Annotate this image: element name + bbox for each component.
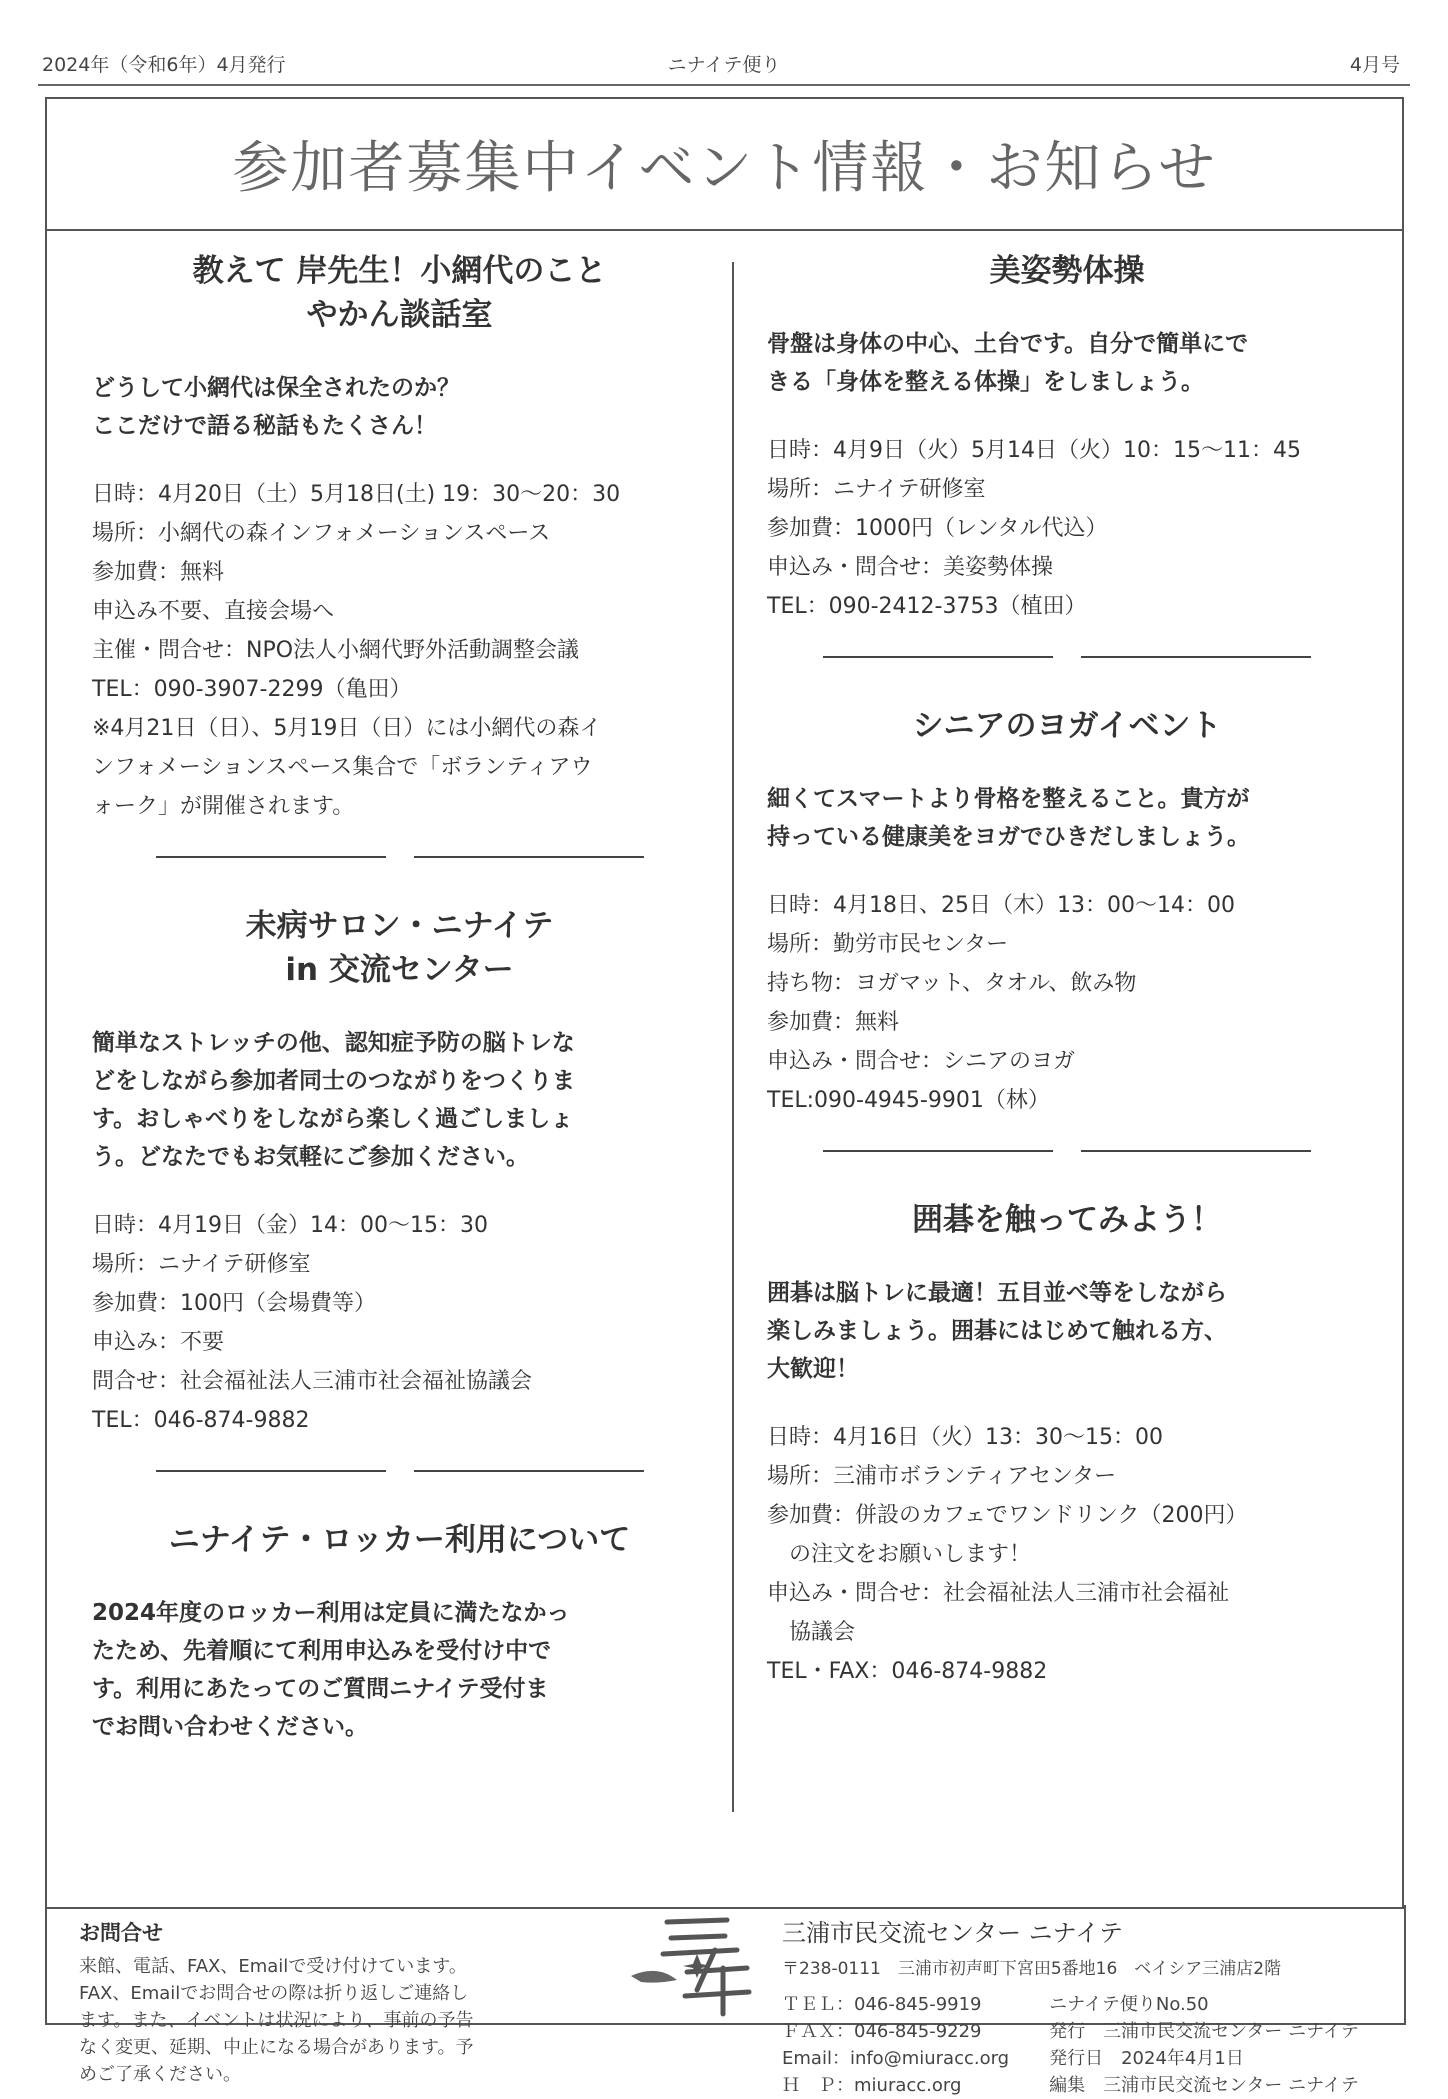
detail-line: 主催・問合せ：NPO法人小網代野外活動調整会議 (92, 638, 580, 663)
issue-item: ニナイテ便りNo.50 (1049, 1994, 1209, 2015)
event-details (92, 475, 707, 826)
separator-line (156, 1470, 386, 1472)
section-separator (92, 1470, 707, 1472)
newsletter-name: ニナイテ便り (667, 54, 781, 76)
event-title-line: シニアのヨガイベント (912, 708, 1222, 744)
intro-line: 持っている健康美をヨガでひきだしましょう。 (767, 824, 1250, 850)
detail-line: 参加費：1000円（レンタル代込） (767, 516, 1108, 541)
detail-line: 申込み・問合せ：社会福祉法人三浦市社会福祉 (767, 1581, 1230, 1606)
event-title (92, 249, 707, 337)
intro-line: 細くてスマートより骨格を整えること。貴方が (767, 786, 1250, 812)
event-intro (767, 1274, 1367, 1388)
issue-item: 発行 三浦市民交流センター ニナイテ (1049, 2021, 1359, 2042)
contact-line: めご了承ください。 (79, 2064, 241, 2085)
detail-line: 日時：4月16日（火）13：30〜15：00 (767, 1425, 1163, 1450)
event-title-line: ニナイテ・ロッカー利用について (168, 1522, 631, 1558)
detail-line: TEL・FAX：046-874-9882 (767, 1659, 1048, 1684)
event-details (767, 431, 1367, 626)
detail-line: 場所：小網代の森インフォメーションスペース (92, 521, 551, 546)
intro-line: 2024年度のロッカー利用は定員に満たなかっ (92, 1600, 570, 1626)
detail-line: の注文をお願いします！ (767, 1542, 1032, 1567)
section-separator (767, 656, 1367, 658)
intro-line: 簡単なストレッチの他、認知症予防の脳トレな (92, 1030, 575, 1056)
detail-line: 持ち物：ヨガマット、タオル、飲み物 (767, 971, 1137, 996)
detail-line: 申込み：不要 (92, 1330, 225, 1355)
separator-line (823, 1150, 1053, 1152)
event-title (767, 704, 1367, 748)
detail-line: 日時：4月20日（土）5月18日(土) 19：30〜20：30 (92, 482, 621, 507)
event-section (767, 704, 1367, 1120)
event-title-line: 囲碁を触ってみよう！ (912, 1202, 1222, 1238)
detail-line: 場所：ニナイテ研修室 (92, 1252, 311, 1277)
contact-item: ＦＡＸ：046-845-9229 (782, 2021, 982, 2042)
intro-line: う。どなたでもお気軽にご参加ください。 (92, 1144, 529, 1170)
intro-line: きる「身体を整える体操」をしましょう。 (767, 369, 1204, 395)
publisher-info (782, 1913, 1382, 2099)
detail-line: TEL:090-4945-9901（林） (767, 1088, 1050, 1113)
event-title (92, 904, 707, 992)
separator-line (1081, 1150, 1311, 1152)
intro-line: 大歓迎！ (767, 1356, 859, 1382)
event-title (767, 249, 1367, 293)
separator-line (414, 856, 644, 858)
right-column (767, 249, 1367, 1691)
detail-line: TEL：090-2412-3753（植田） (767, 594, 1087, 619)
issue-month: 4月号 (1349, 54, 1400, 76)
event-section (767, 249, 1367, 626)
intro-line: 骨盤は身体の中心、土台です。自分で簡単にで (767, 331, 1249, 357)
detail-line: 参加費：無料 (92, 560, 225, 585)
events-frame (45, 97, 1404, 1909)
section-separator (92, 856, 707, 858)
event-title-line: やかん談話室 (306, 297, 493, 333)
event-section (92, 904, 707, 1440)
detail-line: 申込み・問合せ：美姿勢体操 (767, 555, 1054, 580)
contact-item: Ｈ Ｐ：miuracc.org (782, 2075, 962, 2096)
detail-line: 参加費：100円（会場費等） (92, 1291, 376, 1316)
intro-line: どをしながら参加者同士のつながりをつくりま (92, 1068, 575, 1094)
footer (45, 1905, 1406, 2096)
detail-line: 協議会 (767, 1620, 856, 1645)
detail-line: 参加費：無料 (767, 1010, 900, 1035)
detail-line: TEL：090-3907-2299（亀田） (92, 677, 412, 702)
separator-line (823, 656, 1053, 658)
detail-line: 参加費：併設のカフェでワンドリンク（200円） (767, 1503, 1248, 1528)
page-title: 参加者募集中イベント情報・お知らせ (232, 136, 1217, 201)
detail-line: ンフォメーションスペース集合で「ボランティアウ (92, 755, 593, 780)
intro-line: でお問い合わせください。 (92, 1714, 368, 1740)
event-details (767, 1418, 1367, 1691)
org-name: 三浦市民交流センター ニナイテ (782, 1919, 1123, 1947)
detail-line: 問合せ：社会福祉法人三浦市社会福祉協議会 (92, 1369, 533, 1394)
event-details (92, 1206, 707, 1440)
detail-line: ォーク」が開催されます。 (92, 794, 355, 819)
detail-line: TEL：046-874-9882 (92, 1408, 310, 1433)
issue-item: 発行日 2024年4月1日 (1049, 2048, 1244, 2069)
separator-line (414, 1470, 644, 1472)
contact-line: 来館、電話、FAX、Emailで受け付けています。 (79, 1956, 467, 1977)
event-title-line: 教えて 岸先生！小網代のこと (192, 253, 607, 289)
contact-line: なく変更、延期、中止になる場合があります。予 (79, 2037, 474, 2058)
separator-line (1081, 656, 1311, 658)
detail-line: 申込み不要、直接会場へ (92, 599, 335, 624)
event-intro (767, 780, 1367, 856)
event-intro (92, 1594, 707, 1746)
issue-date: 2024年（令和6年）4月発行 (42, 54, 286, 76)
event-section (92, 249, 707, 826)
detail-line: 申込み・問合せ：シニアのヨガ (767, 1049, 1076, 1074)
intro-line: どうして小網代は保全されたのか？ (92, 375, 460, 401)
intro-line: す。利用にあたってのご質問ニナイテ受付ま (92, 1676, 549, 1702)
section-separator (767, 1150, 1367, 1152)
issue-item: 編集 三浦市民交流センター ニナイテ (1049, 2075, 1359, 2096)
event-title (92, 1518, 707, 1562)
contact-item: ＴＥＬ：046-845-9919 (782, 1994, 982, 2015)
contact-body (79, 1953, 599, 2088)
contact-line: ます。また、イベントは状況により、事前の予告 (79, 2010, 474, 2031)
separator-line (156, 856, 386, 858)
intro-line: 囲碁は脳トレに最適！五目並べ等をしながら (767, 1280, 1227, 1306)
event-details (767, 886, 1367, 1120)
contact-heading: お問合せ (79, 1921, 163, 1945)
contact-info (79, 1917, 599, 2088)
contact-list (782, 1991, 1009, 2099)
event-intro (92, 369, 707, 445)
detail-line: 場所：三浦市ボランティアセンター (767, 1464, 1117, 1489)
contact-item: Email：info@miuracc.org (782, 2048, 1010, 2069)
event-intro (92, 1024, 707, 1176)
detail-line: 日時：4月19日（金）14：00〜15：30 (92, 1213, 488, 1238)
intro-line: たため、先着順にて利用申込みを受付け中で (92, 1638, 552, 1664)
detail-line: 日時：4月18日、25日（木）13：00〜14：00 (767, 893, 1235, 918)
event-title-line: in 交流センター (285, 952, 514, 988)
left-column (92, 249, 707, 1776)
event-title-line: 未病サロン・ニナイテ (245, 908, 554, 944)
column-divider (732, 262, 734, 1812)
event-section (767, 1198, 1367, 1691)
event-title (767, 1198, 1367, 1242)
detail-line: 場所：勤労市民センター (767, 932, 1009, 957)
header-rule (38, 84, 1410, 86)
niniate-logo-icon (627, 1910, 762, 2020)
title-band (47, 99, 1402, 231)
detail-line: ※4月21日（日）、5月19日（日）には小網代の森イ (92, 716, 602, 741)
event-section (92, 1518, 707, 1746)
intro-line: ここだけで語る秘話もたくさん！ (92, 413, 437, 439)
contact-line: FAX、Emailでお問合せの際は折り返しご連絡し (79, 1983, 469, 2004)
org-address: 〒238-0111 三浦市初声町下宮田5番地16 ベイシア三浦店2階 (782, 1959, 1282, 1979)
event-intro (767, 325, 1367, 401)
event-title-line: 美姿勢体操 (989, 253, 1145, 289)
detail-line: 日時：4月9日（火）5月14日（火）10：15〜11：45 (767, 438, 1301, 463)
intro-line: す。おしゃべりをしながら楽しく過ごしましょ (92, 1106, 574, 1132)
intro-line: 楽しみましょう。囲碁にはじめて触れる方、 (767, 1318, 1227, 1344)
detail-line: 場所：ニナイテ研修室 (767, 477, 986, 502)
issue-info (1049, 1991, 1359, 2099)
